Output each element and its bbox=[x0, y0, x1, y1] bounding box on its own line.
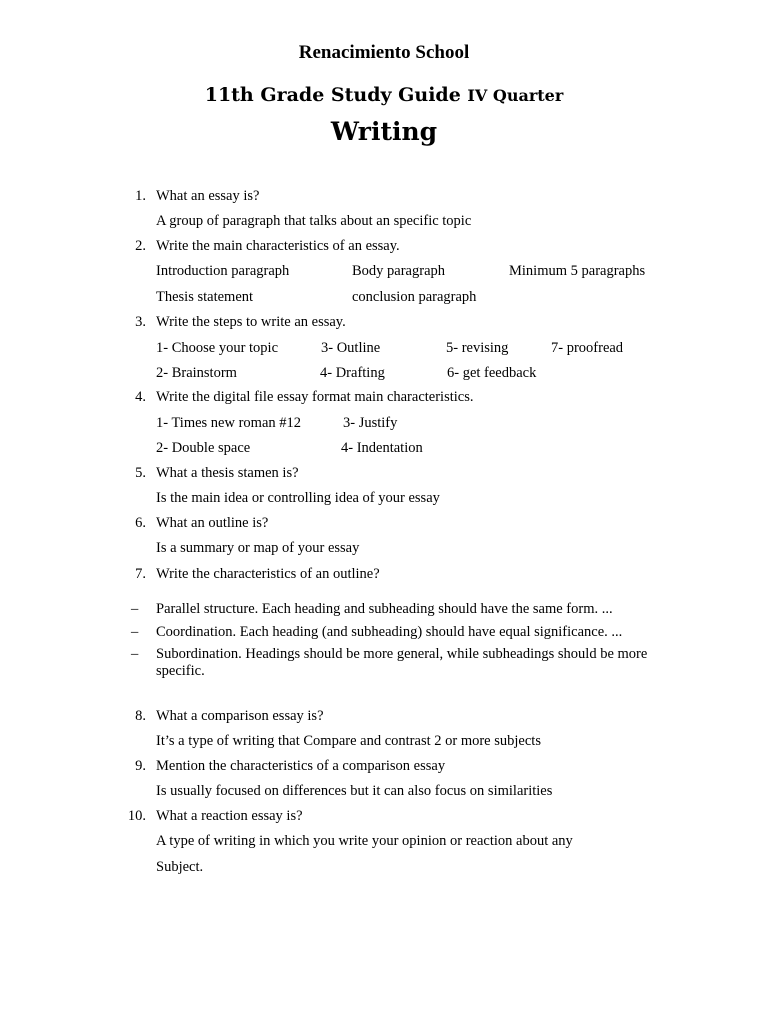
bullet-marker: – bbox=[131, 646, 139, 662]
item-number: 7. bbox=[135, 566, 146, 582]
answer: Is usually focused on differences but it can also focus on similarities bbox=[156, 783, 553, 799]
bullet-marker: – bbox=[131, 624, 139, 640]
answer-cell: Introduction paragraph bbox=[156, 263, 290, 279]
format-item: 3- Justify bbox=[343, 415, 398, 431]
answer-cell: Thesis statement bbox=[156, 289, 254, 305]
subject-title: Writing bbox=[330, 117, 438, 146]
step: 3- Outline bbox=[321, 340, 381, 356]
answer-continued: Subject. bbox=[156, 859, 204, 875]
quarter-label: IV Quarter bbox=[467, 86, 564, 105]
item-number: 5. bbox=[135, 465, 146, 481]
item-number: 3. bbox=[135, 314, 146, 330]
question: What a comparison essay is? bbox=[156, 708, 324, 724]
question: Write the characteristics of an outline? bbox=[156, 566, 380, 582]
format-item: 1- Times new roman #12 bbox=[156, 415, 301, 431]
item-number: 2. bbox=[135, 238, 146, 254]
question: What an outline is? bbox=[156, 515, 269, 531]
answer: It’s a type of writing that Compare and contrast 2 or more subjects bbox=[156, 733, 541, 749]
question: Mention the characteristics of a comparison essay bbox=[156, 758, 446, 774]
bullet-marker: – bbox=[131, 601, 139, 617]
format-item: 4- Indentation bbox=[341, 440, 423, 456]
outline-characteristic: Parallel structure. Each heading and subheading should have the same form. ... bbox=[156, 601, 613, 617]
answer: A group of paragraph that talks about an specific topic bbox=[156, 213, 472, 229]
answer-cell: conclusion paragraph bbox=[352, 289, 477, 305]
answer: Is a summary or map of your essay bbox=[156, 540, 360, 556]
answer-cell: Minimum 5 paragraphs bbox=[509, 263, 646, 279]
item-number: 1. bbox=[135, 188, 146, 204]
guide-label: 11th Grade Study Guide bbox=[204, 84, 461, 106]
item-number: 10. bbox=[127, 808, 146, 824]
item-number: 4. bbox=[135, 389, 146, 405]
question: What an essay is? bbox=[156, 188, 260, 204]
item-number: 8. bbox=[135, 708, 146, 724]
question: Write the digital file essay format main characteristics. bbox=[156, 389, 474, 405]
school-name: Renacimiento School bbox=[298, 42, 470, 63]
format-item: 2- Double space bbox=[156, 440, 251, 456]
item-number: 9. bbox=[135, 758, 146, 774]
answer-cell: Body paragraph bbox=[352, 263, 446, 279]
question: What a thesis stamen is? bbox=[156, 465, 299, 481]
question: What a reaction essay is? bbox=[156, 808, 303, 824]
step: 4- Drafting bbox=[320, 365, 385, 381]
step: 1- Choose your topic bbox=[156, 340, 279, 356]
step: 2- Brainstorm bbox=[156, 365, 237, 381]
step: 6- get feedback bbox=[447, 365, 537, 381]
outline-characteristic: Coordination. Each heading (and subheading) should have equal significance. ... bbox=[156, 624, 623, 640]
step: 7- proofread bbox=[551, 340, 624, 356]
answer: A type of writing in which you write your opinion or reaction about any bbox=[156, 833, 573, 849]
question: Write the steps to write an essay. bbox=[156, 314, 346, 330]
guide-title bbox=[0, 84, 768, 106]
outline-characteristic: Subordination. Headings should be more general, while subheadings should be more specific. bbox=[156, 646, 648, 679]
item-number: 6. bbox=[135, 515, 146, 531]
question: Write the main characteristics of an essay. bbox=[156, 238, 400, 254]
answer: Is the main idea or controlling idea of your essay bbox=[156, 490, 440, 506]
step: 5- revising bbox=[446, 340, 509, 356]
